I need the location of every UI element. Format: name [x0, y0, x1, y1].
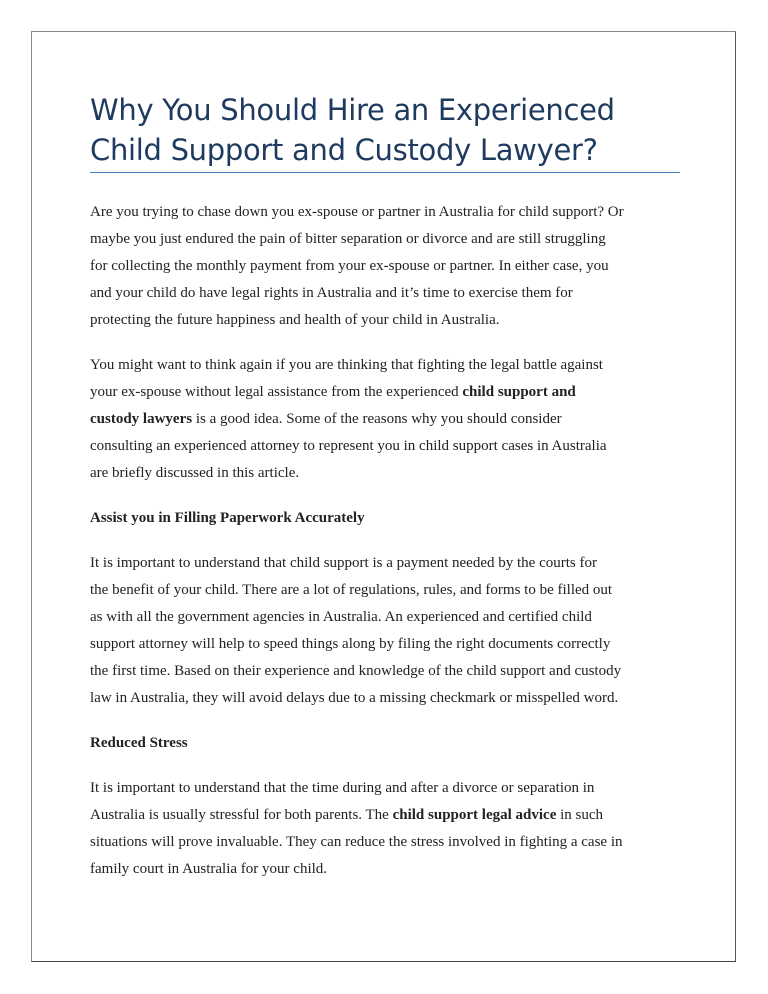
text-line [90, 307, 690, 334]
section-heading [90, 730, 690, 757]
text-line [90, 433, 690, 460]
text-line [90, 829, 690, 856]
title-line: Child Support and Custody Lawyer? [90, 133, 598, 167]
document-body [90, 199, 690, 901]
text-span: situations will prove invaluable. They can reduce the stress involved in fighting a case in [90, 834, 623, 850]
text-span: consulting an experienced attorney to represent you in child support cases in Australia [90, 438, 607, 454]
text-line [90, 577, 690, 604]
text-line [90, 352, 690, 379]
text-line [90, 550, 690, 577]
text-line [90, 226, 690, 253]
text-span: the first time. Based on their experience and knowledge of the child support and custody [90, 663, 622, 679]
text-line [90, 379, 690, 406]
text-line [90, 658, 690, 685]
text-span: your ex-spouse without legal assistance from the experienced [90, 384, 463, 400]
title-line: Why You Should Hire an Experienced [90, 93, 615, 127]
text-span: Are you trying to chase down you ex-spouse or partner in Australia for child support? Or [90, 204, 624, 220]
text-span: support attorney will help to speed things along by filing the right documents correctly [90, 636, 611, 652]
paragraph [90, 199, 690, 334]
text-line [90, 460, 690, 487]
text-span: Australia is usually stressful for both parents. The [90, 807, 393, 823]
text-line [90, 406, 690, 433]
text-line [90, 199, 690, 226]
bold-text: Assist you in Filling Paperwork Accurately [90, 510, 365, 526]
text-span: are briefly discussed in this article. [90, 465, 300, 481]
text-line [90, 775, 690, 802]
section-heading [90, 505, 690, 532]
text-line [90, 856, 690, 883]
text-line [90, 505, 690, 532]
text-line [90, 631, 690, 658]
text-span: as with all the government agencies in Australia. An experienced and certified child [90, 609, 592, 625]
text-line [90, 685, 690, 712]
title-underline [90, 172, 680, 173]
paragraph [90, 775, 690, 883]
text-line [90, 604, 690, 631]
text-line [90, 802, 690, 829]
paragraph [90, 550, 690, 712]
text-span: for collecting the monthly payment from your ex-spouse or partner. In either case, you [90, 258, 609, 274]
text-line [90, 730, 690, 757]
document-title [90, 90, 680, 170]
text-span: law in Australia, they will avoid delays due to a missing checkmark or misspelled word. [90, 690, 619, 706]
text-span: protecting the future happiness and health of your child in Australia. [90, 312, 500, 328]
text-span: It is important to understand that child support is a payment needed by the courts for [90, 555, 597, 571]
text-span: It is important to understand that the time during and after a divorce or separation in [90, 780, 595, 796]
text-span: and your child do have legal rights in Australia and it’s time to exercise them for [90, 285, 573, 301]
text-span: family court in Australia for your child. [90, 861, 328, 877]
bold-text: child support and [462, 384, 576, 400]
text-span: maybe you just endured the pain of bitter separation or divorce and are still struggling [90, 231, 606, 247]
bold-text: Reduced Stress [90, 735, 188, 751]
text-line [90, 253, 690, 280]
text-span: is a good idea. Some of the reasons why you should consider [192, 411, 562, 427]
text-span: the benefit of your child. There are a lot of regulations, rules, and forms to be filled out [90, 582, 613, 598]
bold-text: child support legal advice [392, 807, 557, 823]
text-line [90, 280, 690, 307]
bold-text: custody lawyers [90, 411, 193, 427]
paragraph [90, 352, 690, 487]
text-span: You might want to think again if you are thinking that fighting the legal battle against [90, 357, 603, 373]
text-span: in such [556, 807, 604, 823]
